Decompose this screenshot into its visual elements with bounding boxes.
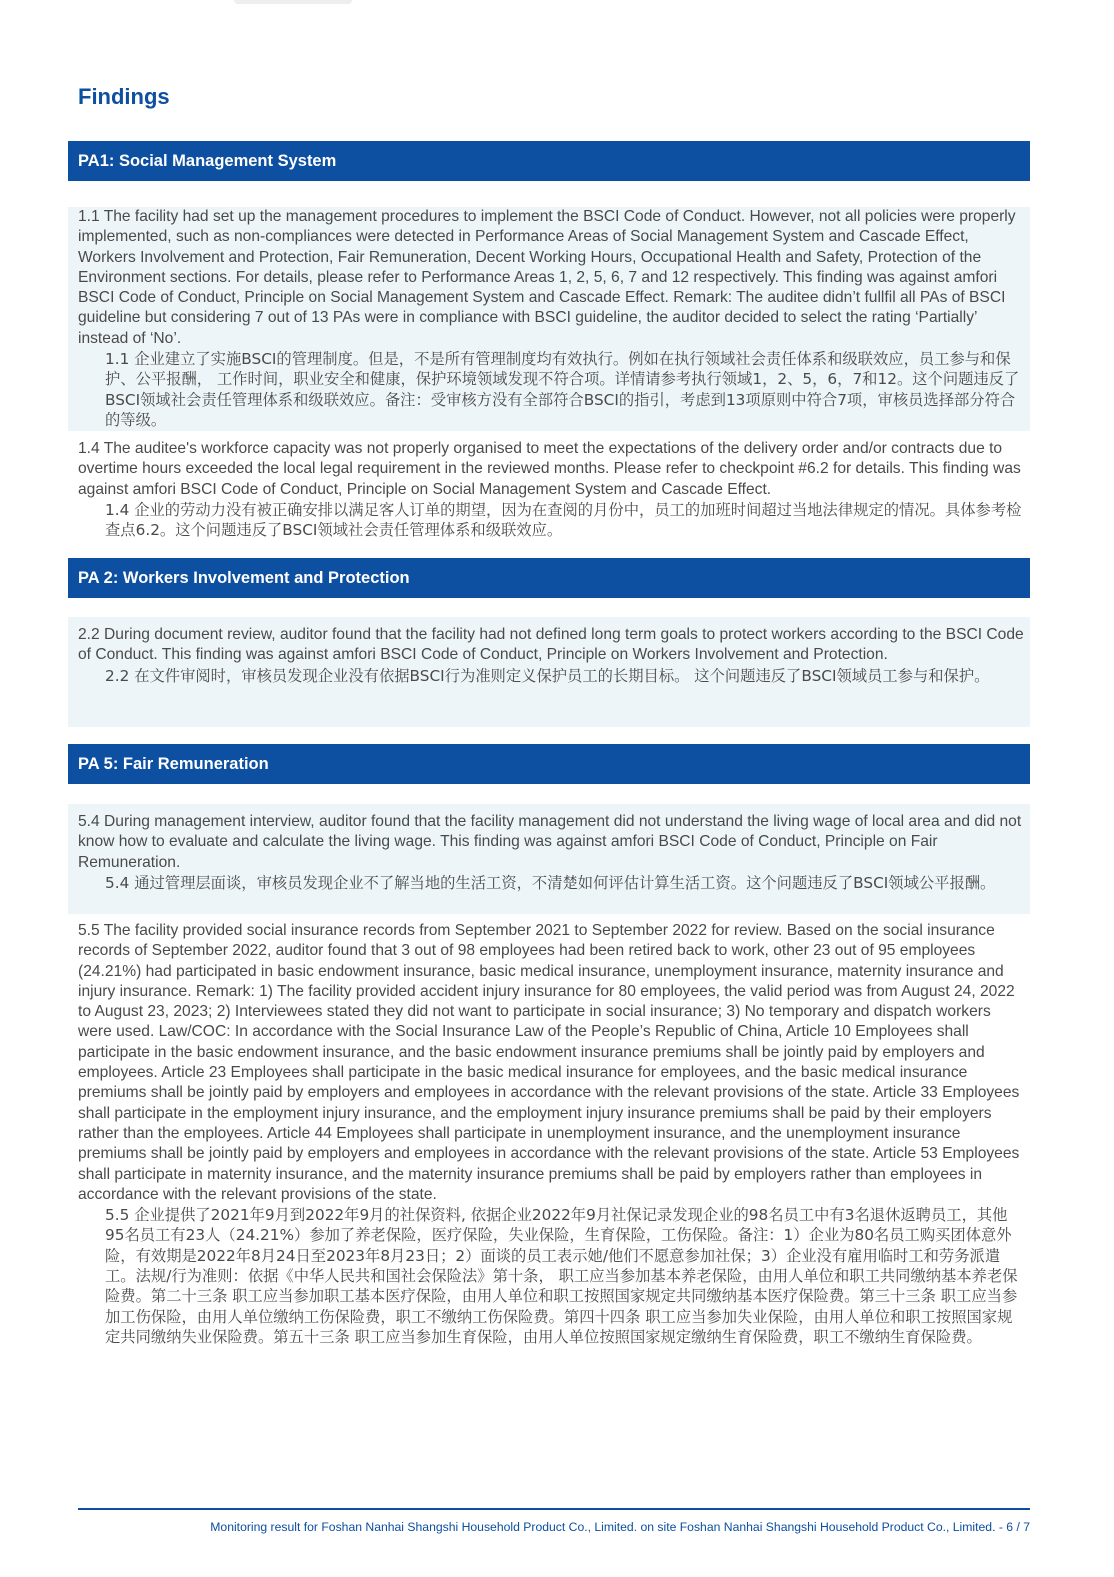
finding-zh-text: 2.2 在文件审阅时，审核员发现企业没有依据BSCI行为准则定义保护员工的长期目标。 这个问题违反了BSCI领域员工参与和保护。	[105, 666, 990, 685]
finding-en-text: 5.4 During management interview, auditor found that the facility management did not understand the living wage of local area and did not know how to evaluate and calculate the living wage. This finding was against amfori BSCI Code of Conduct, Principle on Fair Remuneration.	[78, 813, 1022, 871]
section-header-pa5: PA 5: Fair Remuneration	[68, 744, 1030, 784]
finding-zh-text: 5.4 通过管理层面谈，审核员发现企业不了解当地的生活工资，不清楚如何评估计算生活工资。这个问题违反了BSCI领域公平报酬。	[105, 873, 996, 892]
finding-2-2	[68, 617, 1030, 727]
section-header-pa2: PA 2: Workers Involvement and Protection	[68, 558, 1030, 598]
finding-en-text: 1.4 The auditee's workforce capacity was not properly organised to meet the expectations of the delivery order and/or contracts due to overtime hours exceeded the local legal requirement in the reviewed months. Please refer to checkpoint #6.2 for details. This finding was against amfori BSCI Code of Conduct, Principle on Social Management System and Cascade Effect.	[78, 440, 1021, 498]
finding-zh-text: 1.4 企业的劳动力没有被正确安排以满足客人订单的期望，因为在查阅的月份中，员工的加班时间超过当地法律规定的情况。具体参考检查点6.2。这个问题违反了BSCI领域社会责任管理体系和级联效应。	[105, 500, 1022, 540]
finding-en-text: 5.5 The facility provided social insurance records from September 2021 to September 2022 for review. Based on the social insurance records of September 2022, auditor found that 3 out of 98 employees had been retired back to work, other 23 out of 95 employees (24.21%) had participated in basic endowment insurance, basic medical insurance, unemployment insurance, maternity insurance and injury insurance. Remark: 1) The facility provided accident injury insurance for 80 employees, the valid period was from August 24, 2022 to August 23, 2023; 2) Interviewees stated they did not want to participate in social insurance; 3) No temporary and dispatch workers were used. Law/COC: In accordance with the Social Insurance Law of the People’s Republic of China, Article 10 Employees shall participate in the basic endowment insurance, and the basic endowment insurance premiums shall be jointly paid by employers and employees. Article 23 Employees shall participate in the basic medical insurance for employees, and the basic medical insurance premiums shall be jointly paid by employers and employees in accordance with the relevant provisions of the state. Article 33 Employees shall participate in the employment injury insurance, and the employment injury insurance premiums shall be paid by their employers rather than the employees. Article 44 Employees shall participate in unemployment insurance, and the unemployment insurance premiums shall be jointly paid by employers and employees in accordance with the relevant provisions of the state. Article 53 Employees shall participate in maternity insurance, and the maternity insurance premiums shall be paid by employers rather than employees in accordance with the relevant provisions of the state.	[78, 922, 1020, 1203]
finding-1-1	[68, 207, 1030, 431]
finding-5-5	[68, 921, 1030, 1347]
finding-en-text: 2.2 During document review, auditor found that the facility had not defined long term goals to protect workers according to the BSCI Code of Conduct. This finding was against amfori BSCI Code of Conduct, Principle on Workers Involvement and Protection.	[78, 626, 1024, 664]
footer-divider	[78, 1508, 1030, 1510]
finding-zh-text: 1.1 企业建立了实施BSCI的管理制度。但是，不是所有管理制度均有效执行。例如在执行领域社会责任体系和级联效应，员工参与和保护、公平报酬， 工作时间，职业安全和健康，保护环境领域发现不符合项。详情请参考执行领域1，2、5，6，7和12。这个问题违反了BSCI领域社会责任管理体系和级联效应。备注：受审核方没有全部符合BSCI的指引，考虑到13项原则中符合7项，审核员选择部分符合的等级。	[105, 350, 1020, 429]
section-header-pa1: PA1: Social Management System	[68, 141, 1030, 181]
finding-1-4	[68, 439, 1030, 540]
page-title: Findings	[78, 84, 170, 109]
finding-en-text: 1.1 The facility had set up the management procedures to implement the BSCI Code of Conduct. However, not all policies were properly implemented, such as non-compliances were detected in Performance Areas of Social Management System and Cascade Effect, Workers Involvement and Protection, Fair Remuneration, Decent Working Hours, Occupational Health and Safety, Protection of the Environment sections. For details, please refer to Performance Areas 1, 2, 5, 6, 7 and 12 respectively. This finding was against amfori BSCI Code of Conduct, Principle on Social Management System and Cascade Effect. Remark: The auditee didn’t fullfil all PAs of BSCI guideline but considering 7 out of 13 PAs were in compliance with BSCI guideline, the auditor decided to select the rating ‘Partially’ instead of ‘No’.	[78, 208, 1016, 347]
finding-zh-text: 5.5 企业提供了2021年9月到2022年9月的社保资料, 依据企业2022年9月社保记录发现企业的98名员工中有3名退休返聘员工，其他95名员工有23人（24.21%）参加了养老保险，医疗保险，失业保险，生育保险，工伤保险。备注：1）企业为80名员工购买团体意外险，有效期是2022年8月24日至2023年8月23日；2）面谈的员工表示她/他们不愿意参加社保；3）企业没有雇用临时工和劳务派遣工。法规/行为准则：依据《中华人民共和国社会保险法》第十条， 职工应当参加基本养老保险，由用人单位和职工共同缴纳基本养老保险费。第二十三条 职工应当参加职工基本医疗保险，由用人单位和职工按照国家规定共同缴纳基本医疗保险费。第三十三条 职工应当参加工伤保险，由用人单位缴纳工伤保险费，职工不缴纳工伤保险费。第四十四条 职工应当参加失业保险，由用人单位和职工按照国家规定共同缴纳失业保险费。第五十三条 职工应当参加生育保险，由用人单位按照国家规定缴纳生育保险费，职工不缴纳生育保险费。	[105, 1206, 1018, 1346]
top-decoration	[234, 0, 352, 4]
finding-5-4	[68, 804, 1030, 914]
page-footer: Monitoring result for Foshan Nanhai Shangshi Household Product Co., Limited. on site Foshan Nanhai Shangshi Household Product Co., Limited. - 6 / 7	[210, 1520, 1030, 1534]
